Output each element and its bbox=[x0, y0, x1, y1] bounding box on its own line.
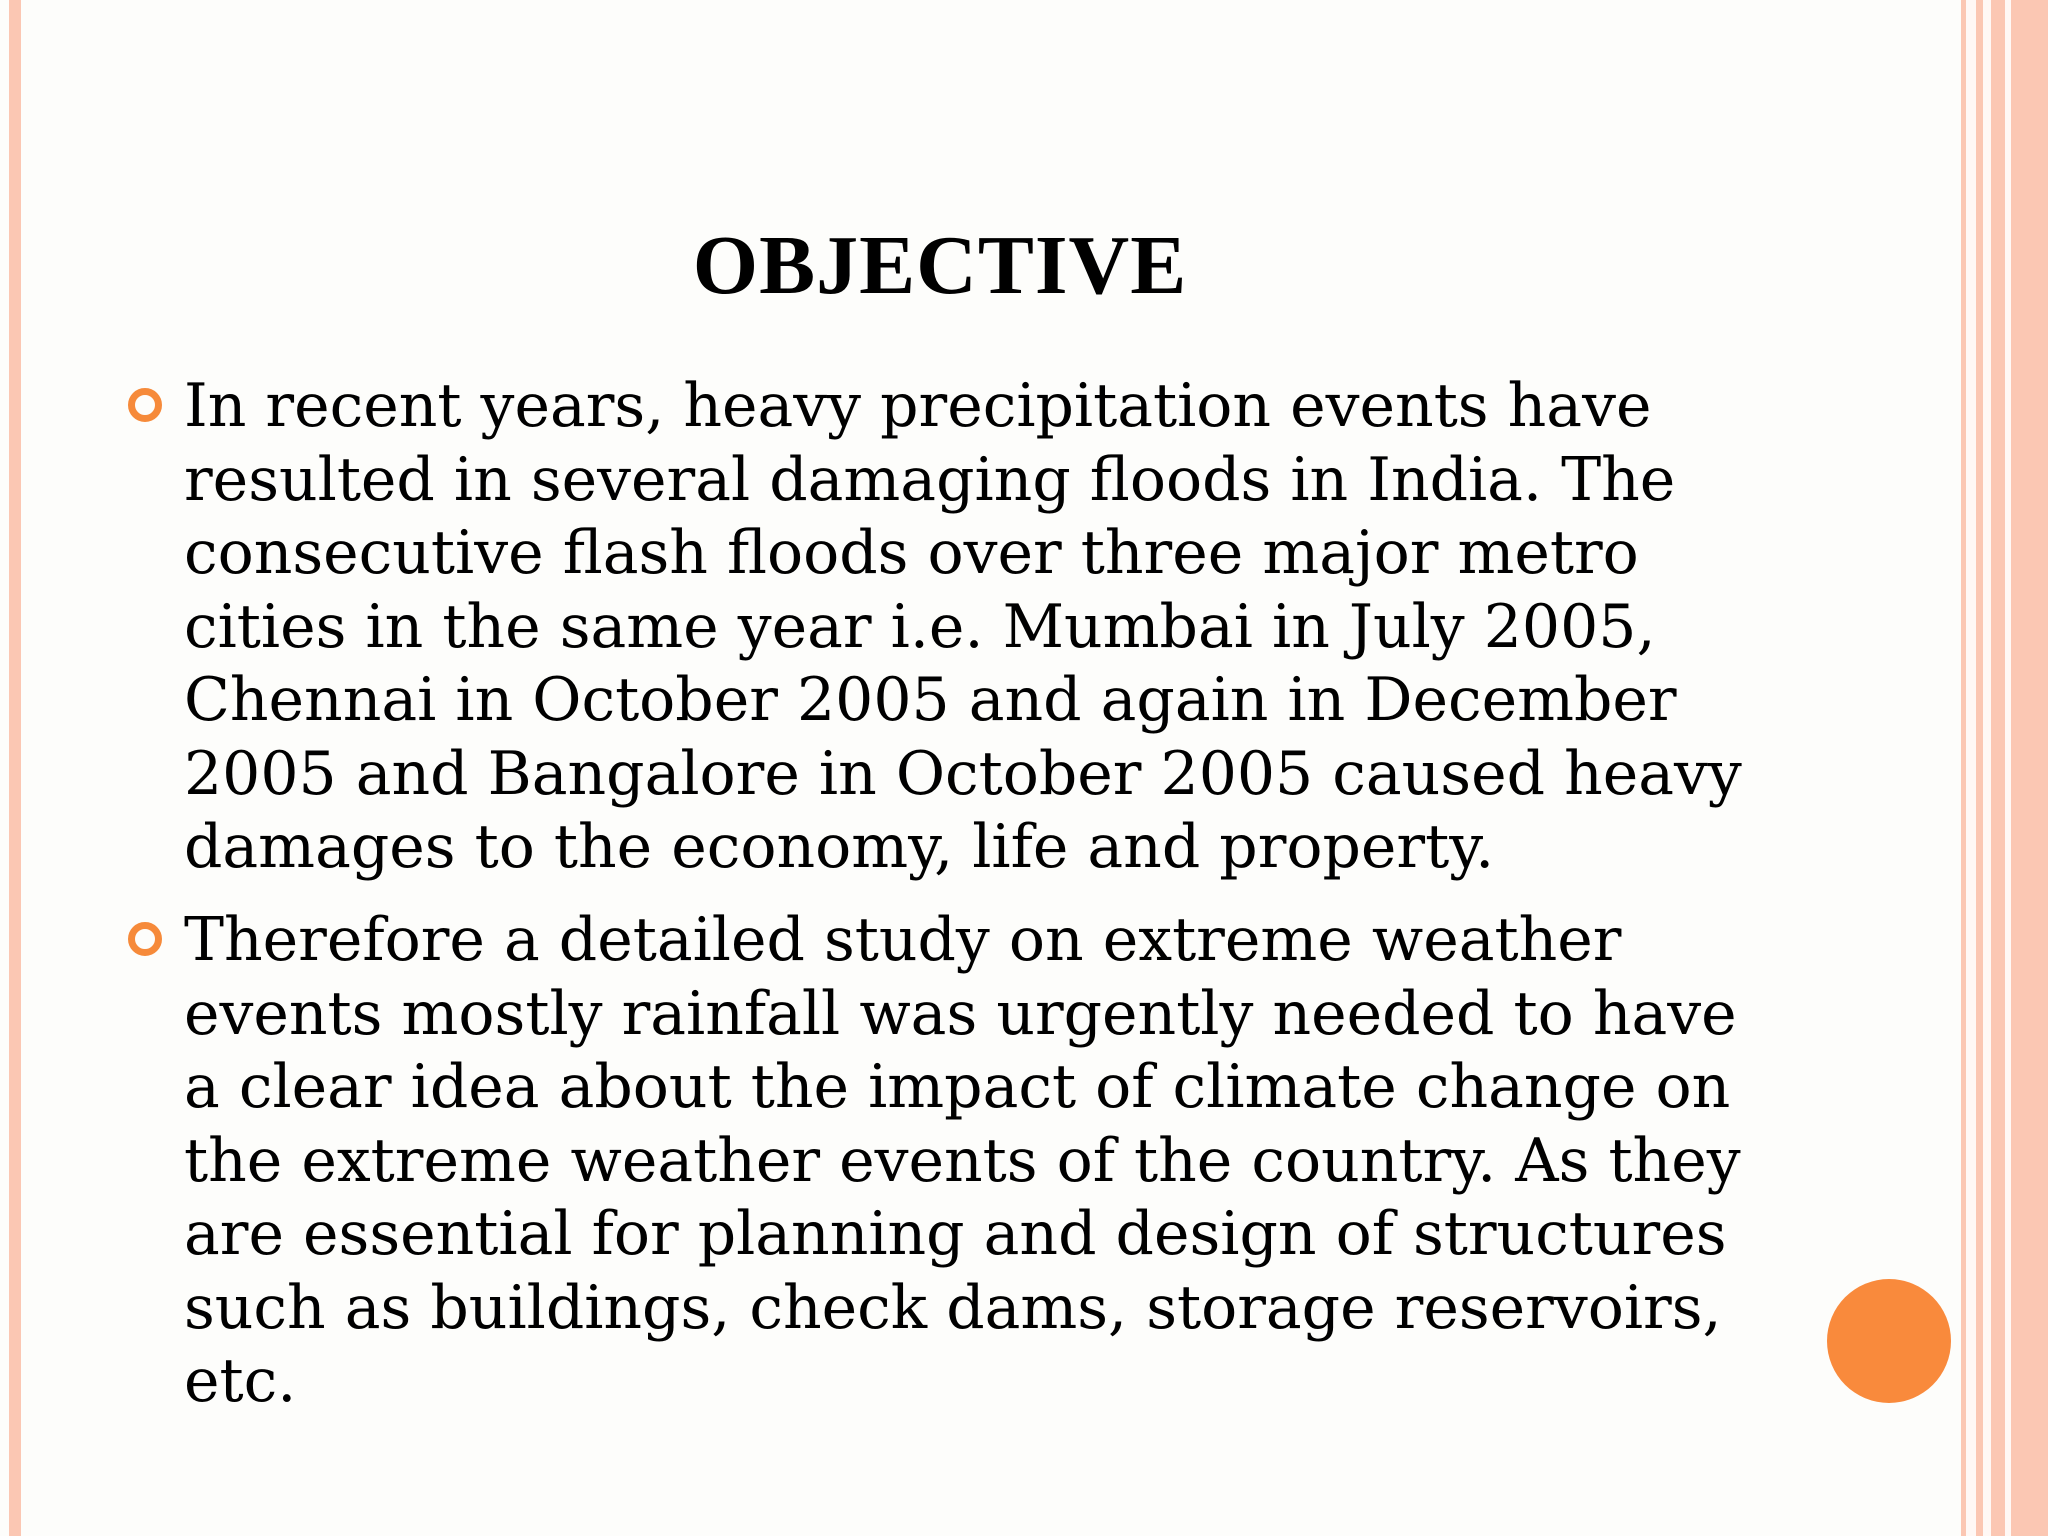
right-border-stripe bbox=[2011, 0, 2048, 1536]
ring-bullet-icon bbox=[128, 388, 162, 422]
decorative-circle bbox=[1827, 1279, 1951, 1403]
ring-bullet-icon bbox=[128, 922, 162, 956]
right-border-stripe bbox=[1983, 0, 1991, 1536]
bullet-item bbox=[184, 904, 1764, 1419]
right-border-stripe bbox=[1966, 0, 1976, 1536]
bullet-text: Therefore a detailed study on extreme weather events mostly rainfall was urgently needed to have a clear idea about the impact of climate change on the extreme weather events of the country. As they are essential for planning and design of structures such as buildings, check dams, storage reservoirs, etc. bbox=[184, 905, 1741, 1416]
right-border-stripe bbox=[1976, 0, 1983, 1536]
right-border-stripe bbox=[1991, 0, 2005, 1536]
bullet-item bbox=[184, 370, 1764, 885]
slide-title: OBJECTIVE bbox=[692, 219, 1188, 312]
bullet-text: In recent years, heavy precipitation events have resulted in several damaging floods in India. The consecutive flash floods over three major metro cities in the same year i.e. Mumbai in July 2005, Chennai in October 2005 and again in December 2005 and Bangalore in October 2005 caused heavy damages to the economy, life and property. bbox=[184, 371, 1742, 882]
